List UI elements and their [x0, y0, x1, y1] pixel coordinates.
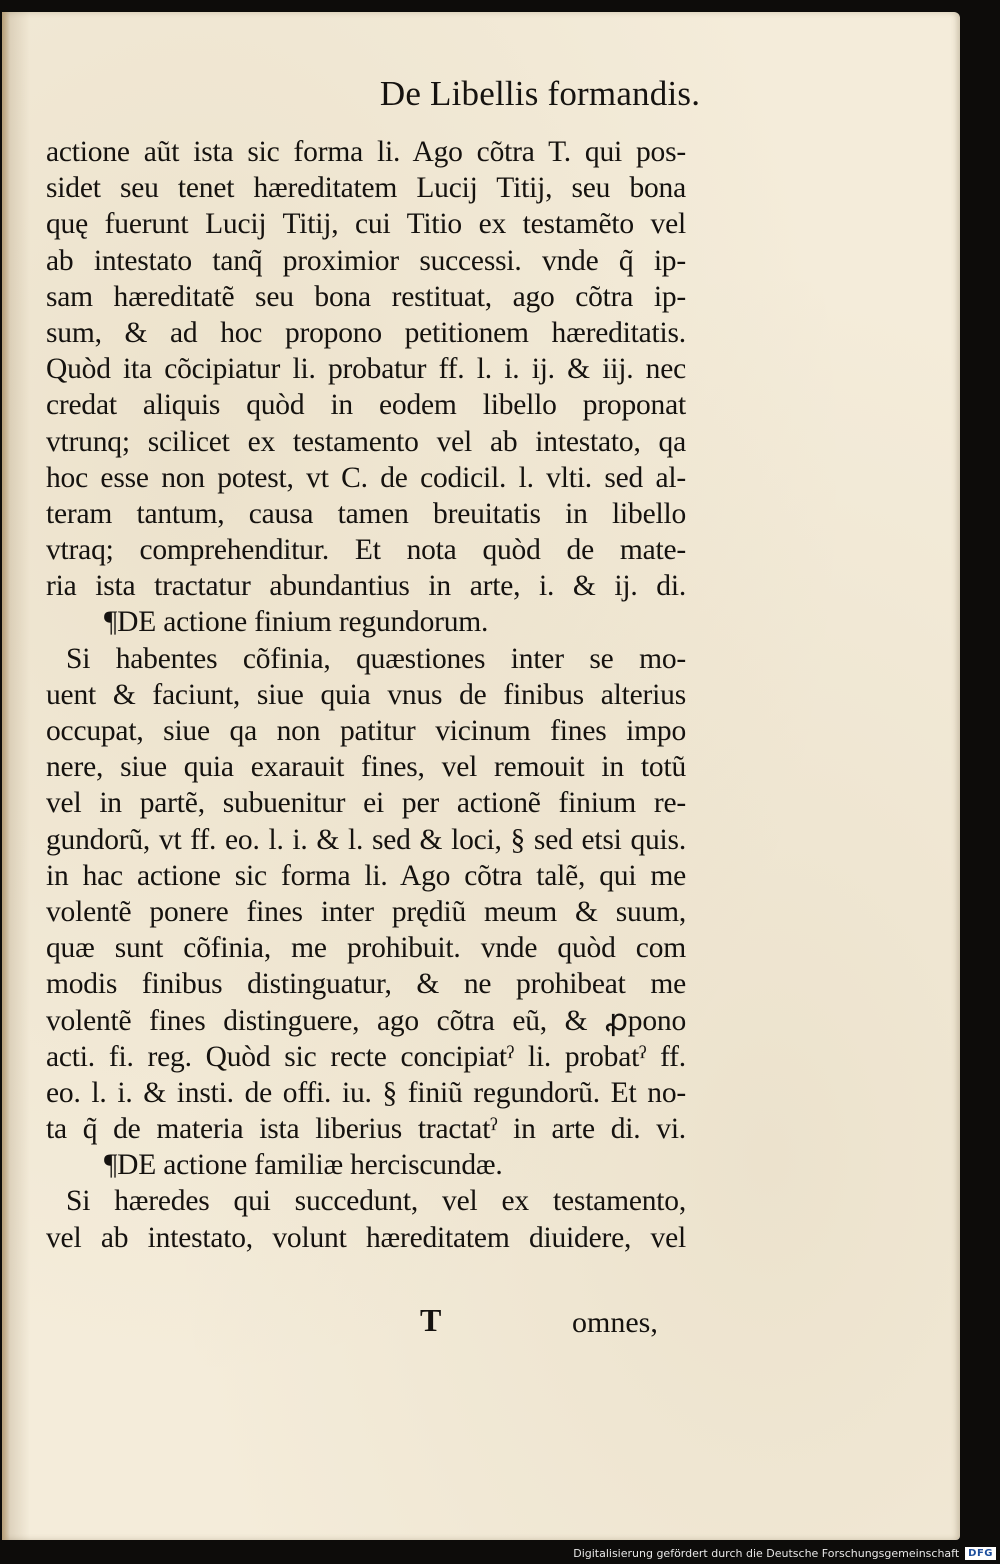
text-line: quę fuerunt Lucij Titij, cui Titio ex testamẽto vel [46, 208, 686, 241]
text-line: occupat, siue qa non patitur vicinum fines impo [46, 715, 686, 747]
section-heading: ¶DE actione familiæ herciscundæ. [104, 1149, 503, 1182]
text-line: hoc esse non potest, vt C. de codicil. l. vlti. sed al- [46, 461, 686, 494]
text-line: gundorũ, vt ff. eo. l. i. & l. sed & loci, § sed etsi quis. [46, 823, 686, 856]
section-heading: ¶DE actione finium regundorum. [104, 606, 489, 639]
body-text [46, 134, 686, 1256]
text-line: volentẽ ponere fines inter prędiũ meum & suum, [46, 895, 686, 928]
text-line: ta q̃ de materia ista liberius tractatˀ in arte di. vi. [46, 1113, 686, 1146]
text-line: actione aũt ista sic forma li. Ago cõtra T. qui pos- [46, 136, 686, 168]
text-line: Si habentes cõfinia, quæstiones inter se mo- [66, 642, 686, 675]
text-line: modis finibus distinguatur, & ne prohibeat me [46, 968, 686, 1001]
catchword: omnes, [572, 1306, 658, 1339]
credit-text: Digitalisierung gefördert durch die Deutsche Forschungsgemeinschaft [573, 1546, 960, 1560]
text-line: vtrunq; scilicet ex testamento vel ab intestato, qa [46, 425, 686, 458]
book-page [2, 12, 960, 1540]
text-line: eo. l. i. & insti. de offi. iu. § finiũ regundorũ. Et no- [46, 1076, 686, 1109]
text-line: Quòd ita cõcipiatur li. probatur ff. l. i. ij. & iij. nec [46, 353, 686, 386]
text-line: Si hæredes qui succedunt, vel ex testamento, [66, 1185, 686, 1218]
text-line: acti. fi. reg. Quòd sic recte concipiatˀ li. probatˀ ff. [46, 1040, 686, 1073]
text-line: in hac actione sic forma li. Ago cõtra talẽ, qui me [46, 859, 686, 892]
running-head: De Libellis formandis. [379, 74, 701, 113]
text-line: vel ab intestato, volunt hæreditatem diuidere, vel [46, 1221, 686, 1254]
text-line: vel in partẽ, subuenitur ei per actionẽ finium re- [46, 787, 686, 820]
text-line: sam hæreditatẽ seu bona restituat, ago cõtra ip- [46, 280, 686, 313]
text-line: credat aliquis quòd in eodem libello proponat [46, 389, 686, 422]
text-line: volentẽ fines distinguere, ago cõtra eũ, & ꝓpono [46, 1004, 686, 1037]
text-line: sidet seu tenet hæreditatem Lucij Titij, seu bona [46, 172, 686, 205]
text-line: ab intestato tanq̃ proximior successi. vnde q̃ ip- [46, 244, 686, 277]
digitization-credit [573, 1542, 1000, 1564]
text-line: sum, & ad hoc propono petitionem hæreditatis. [46, 316, 686, 349]
text-line: quæ sunt cõfinia, me prohibuit. vnde quòd com [46, 932, 686, 965]
text-line: teram tantum, causa tamen breuitatis in libello [46, 497, 686, 530]
text-line: ria ista tractatur abundantius in arte, i. & ij. di. [46, 570, 686, 603]
page-footer [2, 1302, 960, 1352]
text-line: nere, siue quia exarauit fines, vel remouit in totũ [46, 751, 686, 784]
dfg-logo: DFG [965, 1547, 996, 1560]
text-line: uent & faciunt, siue quia vnus de finibus alterius [46, 678, 686, 711]
signature-mark: T [420, 1302, 442, 1338]
text-line: vtraq; comprehenditur. Et nota quòd de mate- [46, 534, 686, 567]
